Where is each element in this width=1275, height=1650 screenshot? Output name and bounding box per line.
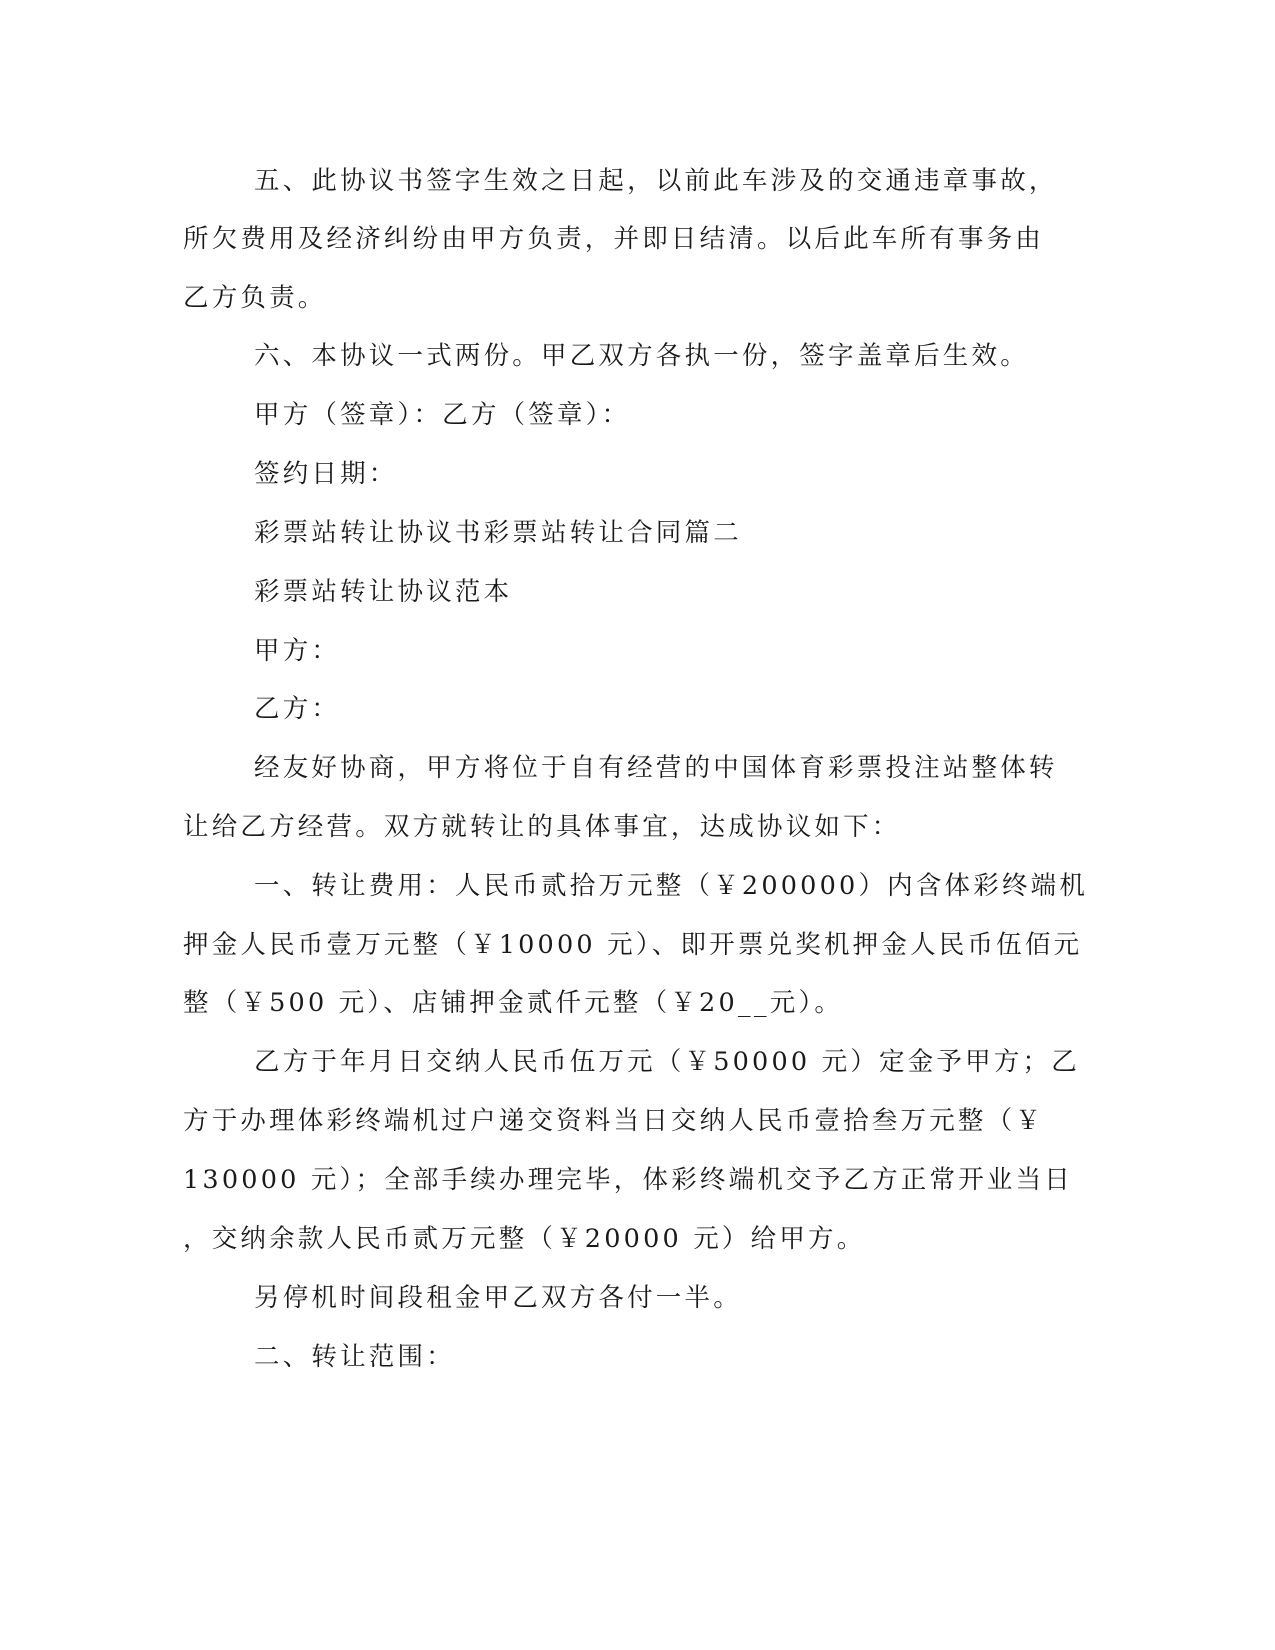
clause-2-heading: 二、转让范围：	[254, 1342, 455, 1372]
rent-split-line: 另停机时间段租金甲乙双方各付一半。	[254, 1283, 742, 1313]
party-a-line: 甲方：	[254, 636, 341, 666]
clause-1-line-2: 押金人民币壹万元整（￥10000 元）、即开票兑奖机押金人民币伍佰元	[183, 930, 1083, 960]
signature-line: 甲方（签章）：乙方（签章）：	[254, 400, 631, 430]
paragraph-5-line-3: 乙方负责。	[183, 283, 327, 313]
paragraph-5-line-1: 五、此协议书签字生效之日起，以前此车涉及的交通违章事故，	[254, 166, 1058, 196]
payment-line-4: ，交纳余款人民币贰万元整（￥20000 元）给甲方。	[183, 1224, 866, 1254]
intro-line-2: 让给乙方经营。双方就转让的具体事宜，达成协议如下：	[183, 812, 901, 842]
payment-line-3: 130000 元）；全部手续办理完毕，体彩终端机交予乙方正常开业当日	[183, 1165, 1074, 1195]
paragraph-6: 六、本协议一式两份。甲乙双方各执一份，签字盖章后生效。	[254, 341, 1029, 371]
agreement-title: 彩票站转让协议范本	[254, 577, 513, 607]
paragraph-5-line-2: 所欠费用及经济纠纷由甲方负责，并即日结清。以后此车所有事务由	[183, 224, 1045, 254]
payment-line-1: 乙方于年月日交纳人民币伍万元（￥50000 元）定金予甲方；乙	[254, 1047, 1080, 1077]
party-b-line: 乙方：	[254, 694, 341, 724]
signing-date-line: 签约日期：	[254, 459, 398, 489]
clause-1-line-1: 一、转让费用：人民币贰拾万元整（￥200000）内含体彩终端机	[254, 871, 1089, 901]
section-heading: 彩票站转让协议书彩票站转让合同篇二	[254, 518, 742, 548]
payment-line-2: 方于办理体彩终端机过户递交资料当日交纳人民币壹拾叁万元整（￥	[183, 1106, 1045, 1136]
clause-1-line-3: 整（￥500 元）、店铺押金贰仟元整（￥20__元）。	[183, 988, 844, 1018]
intro-line-1: 经友好协商，甲方将位于自有经营的中国体育彩票投注站整体转	[254, 753, 1058, 783]
